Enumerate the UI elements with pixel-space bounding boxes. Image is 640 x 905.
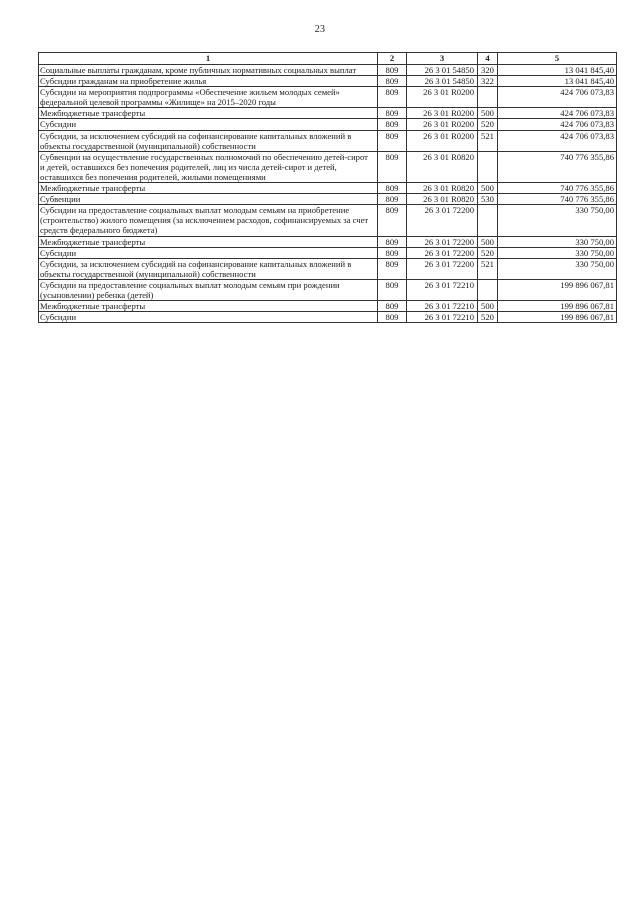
row-name: Межбюджетные трансферты — [39, 236, 378, 247]
row-kind — [478, 87, 498, 108]
row-target: 26 3 01 R0200 — [407, 87, 478, 108]
column-header: 5 — [498, 53, 617, 65]
row-ministry: 809 — [378, 130, 407, 151]
row-name: Субсидии — [39, 312, 378, 323]
row-ministry: 809 — [378, 108, 407, 119]
row-kind: 500 — [478, 183, 498, 194]
row-name: Субсидии на мероприятия подпрограммы «Обеспечение жильем молодых семей» федеральной целевой программы «Жилище» на 2015–2020 годы — [39, 87, 378, 108]
row-name: Субсидии — [39, 119, 378, 130]
row-target: 26 3 01 R0200 — [407, 130, 478, 151]
row-kind: 520 — [478, 247, 498, 258]
table-row — [39, 194, 617, 205]
row-target: 26 3 01 72200 — [407, 247, 478, 258]
table-row — [39, 119, 617, 130]
row-name: Субсидии на предоставление социальных выплат молодым семьям на приобретение (строительство) жилого помещения (за исключением расходов, софинансируемых за счет средств федерального бюджета) — [39, 205, 378, 236]
row-name: Субсидии на предоставление социальных выплат молодым семьям при рождении (усыновлении) ребенка (детей) — [39, 279, 378, 300]
row-amount: 330 750,00 — [498, 205, 617, 236]
table-row — [39, 258, 617, 279]
row-kind: 520 — [478, 312, 498, 323]
row-kind: 521 — [478, 258, 498, 279]
row-ministry: 809 — [378, 205, 407, 236]
column-header: 4 — [478, 53, 498, 65]
row-name: Субсидии, за исключением субсидий на софинансирование капитальных вложений в объекты государственной (муниципальной) собственности — [39, 258, 378, 279]
row-name: Социальные выплаты гражданам, кроме публичных нормативных социальных выплат — [39, 65, 378, 76]
row-target: 26 3 01 R0820 — [407, 151, 478, 182]
column-header: 1 — [39, 53, 378, 65]
row-name: Субсидии гражданам на приобретение жилья — [39, 76, 378, 87]
row-kind: 520 — [478, 119, 498, 130]
table-row — [39, 76, 617, 87]
table-row — [39, 247, 617, 258]
row-kind: 320 — [478, 65, 498, 76]
row-ministry: 809 — [378, 194, 407, 205]
table-row — [39, 312, 617, 323]
row-name: Межбюджетные трансферты — [39, 183, 378, 194]
row-kind: 500 — [478, 301, 498, 312]
table-row — [39, 130, 617, 151]
row-amount: 424 706 073,83 — [498, 119, 617, 130]
row-name: Субвенции — [39, 194, 378, 205]
row-ministry: 809 — [378, 76, 407, 87]
row-kind — [478, 279, 498, 300]
row-kind — [478, 205, 498, 236]
row-amount: 199 896 067,81 — [498, 312, 617, 323]
row-amount: 13 041 845,40 — [498, 76, 617, 87]
row-amount: 13 041 845,40 — [498, 65, 617, 76]
table-row — [39, 87, 617, 108]
row-amount: 199 896 067,81 — [498, 279, 617, 300]
row-amount: 199 896 067,81 — [498, 301, 617, 312]
row-kind — [478, 151, 498, 182]
row-target: 26 3 01 72210 — [407, 312, 478, 323]
row-target: 26 3 01 R0200 — [407, 108, 478, 119]
row-ministry: 809 — [378, 119, 407, 130]
row-target: 26 3 01 R0820 — [407, 194, 478, 205]
table-row — [39, 183, 617, 194]
column-header: 2 — [378, 53, 407, 65]
table-row — [39, 65, 617, 76]
row-kind: 521 — [478, 130, 498, 151]
row-ministry: 809 — [378, 87, 407, 108]
row-target: 26 3 01 72210 — [407, 301, 478, 312]
row-ministry: 809 — [378, 236, 407, 247]
table-row — [39, 236, 617, 247]
row-target: 26 3 01 R0200 — [407, 119, 478, 130]
row-target: 26 3 01 R0820 — [407, 183, 478, 194]
row-target: 26 3 01 54850 — [407, 65, 478, 76]
row-ministry: 809 — [378, 247, 407, 258]
table-header-row — [39, 53, 617, 65]
row-amount: 330 750,00 — [498, 247, 617, 258]
row-ministry: 809 — [378, 65, 407, 76]
row-target: 26 3 01 72200 — [407, 205, 478, 236]
row-ministry: 809 — [378, 151, 407, 182]
table-row — [39, 301, 617, 312]
row-kind: 322 — [478, 76, 498, 87]
row-amount: 330 750,00 — [498, 236, 617, 247]
table-row — [39, 151, 617, 182]
table-row — [39, 279, 617, 300]
row-kind: 500 — [478, 236, 498, 247]
row-amount: 424 706 073,83 — [498, 130, 617, 151]
row-ministry: 809 — [378, 279, 407, 300]
row-target: 26 3 01 54850 — [407, 76, 478, 87]
row-amount: 424 706 073,83 — [498, 108, 617, 119]
row-amount: 330 750,00 — [498, 258, 617, 279]
row-name: Межбюджетные трансферты — [39, 301, 378, 312]
row-kind: 500 — [478, 108, 498, 119]
table-row — [39, 205, 617, 236]
row-amount: 424 706 073,83 — [498, 87, 617, 108]
row-ministry: 809 — [378, 312, 407, 323]
row-amount: 740 776 355,86 — [498, 151, 617, 182]
row-ministry: 809 — [378, 301, 407, 312]
column-header: 3 — [407, 53, 478, 65]
row-amount: 740 776 355,86 — [498, 183, 617, 194]
page-number: 23 — [314, 24, 326, 35]
row-name: Субвенции на осуществление государственных полномочий по обеспечению детей-сирот и детей, оставшихся без попечения родителей, лиц из числа детей-сирот и детей, оставшихся без попечения родителей, жилыми помещениями — [39, 151, 378, 182]
row-name: Субсидии, за исключением субсидий на софинансирование капитальных вложений в объекты государственной (муниципальной) собственности — [39, 130, 378, 151]
row-name: Субсидии — [39, 247, 378, 258]
row-amount: 740 776 355,86 — [498, 194, 617, 205]
row-kind: 530 — [478, 194, 498, 205]
row-target: 26 3 01 72210 — [407, 279, 478, 300]
table-row — [39, 108, 617, 119]
row-ministry: 809 — [378, 183, 407, 194]
row-target: 26 3 01 72200 — [407, 236, 478, 247]
row-ministry: 809 — [378, 258, 407, 279]
budget-table — [38, 52, 617, 323]
row-target: 26 3 01 72200 — [407, 258, 478, 279]
row-name: Межбюджетные трансферты — [39, 108, 378, 119]
